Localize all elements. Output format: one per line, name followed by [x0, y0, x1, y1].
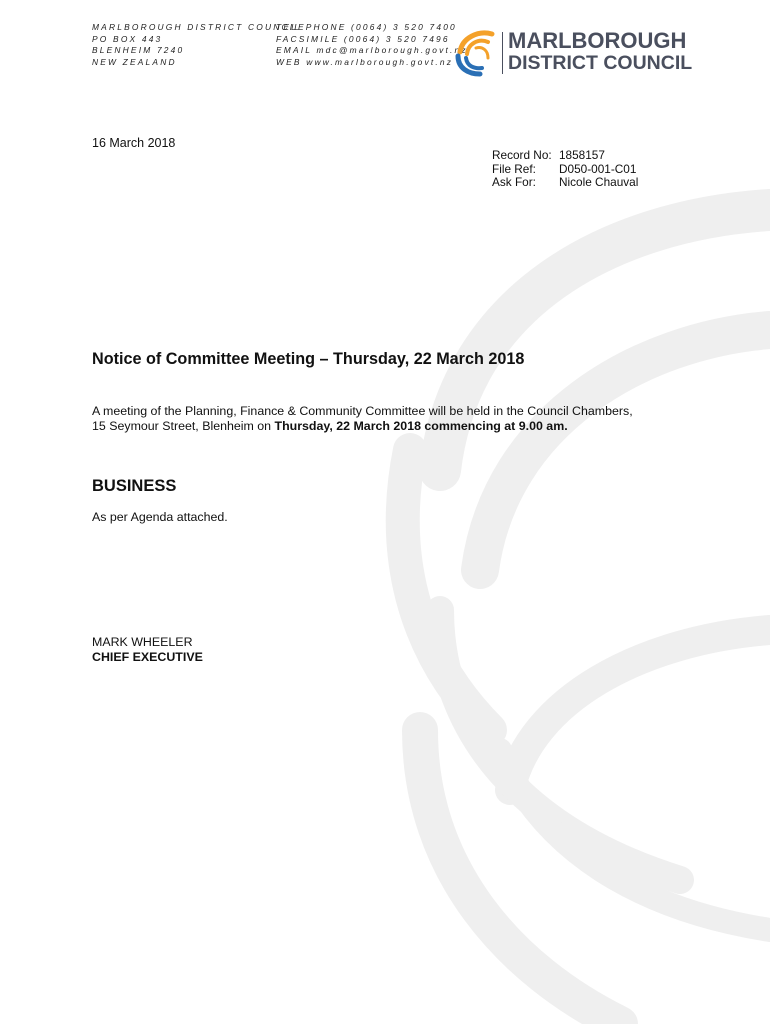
swirl-logo-icon	[452, 26, 500, 78]
record-label: Ask For:	[492, 175, 536, 189]
logo-wordmark	[508, 30, 692, 74]
logo-line2: DISTRICT COUNCIL	[508, 52, 693, 74]
section-heading: BUSINESS	[92, 477, 177, 495]
record-value: 1858157	[559, 148, 605, 162]
logo-divider	[502, 32, 503, 74]
contact-line: EMAIL mdc@marlborough.govt.nz	[276, 45, 468, 56]
paragraph-line	[92, 419, 692, 434]
swirl-watermark-icon	[380, 170, 770, 1024]
signatory-role: CHIEF EXECUTIVE	[92, 650, 203, 664]
address-line: NEW ZEALAND	[92, 56, 177, 67]
agenda-note: As per Agenda attached.	[92, 510, 228, 524]
record-label: File Ref:	[492, 161, 536, 176]
letter-date: 16 March 2018	[92, 136, 176, 150]
record-row	[492, 176, 638, 190]
logo-line1: MARLBOROUGH	[508, 28, 687, 53]
record-value: D050-001-C01	[559, 161, 637, 176]
contact-line: FACSIMILE (0064) 3 520 7496	[276, 33, 450, 44]
record-value: Nicole Chauval	[559, 175, 639, 189]
signatory-name: MARK WHEELER	[92, 635, 193, 649]
meeting-paragraph	[92, 404, 692, 434]
address-line: BLENHEIM 7240	[92, 45, 185, 56]
meeting-time: Thursday, 22 March 2018 commencing at 9.00 am.	[274, 419, 568, 433]
record-row	[492, 163, 638, 177]
paragraph-text: 15 Seymour Street, Blenheim on	[92, 419, 275, 433]
address-line: PO BOX 443	[92, 33, 163, 44]
council-address	[92, 22, 301, 68]
address-line: MARLBOROUGH DISTRICT COUNCIL	[92, 22, 302, 32]
record-row	[492, 149, 638, 163]
council-contact	[276, 22, 468, 68]
record-label: Record No:	[492, 148, 552, 162]
notice-title: Notice of Committee Meeting – Thursday, 22 March 2018	[92, 350, 525, 368]
paragraph-line: A meeting of the Planning, Finance & Community Committee will be held in the Council Chambers,	[92, 404, 633, 418]
contact-line: WEB www.marlborough.govt.nz	[276, 56, 454, 67]
contact-line: TELEPHONE (0064) 3 520 7400	[276, 22, 457, 32]
signature-block	[92, 635, 203, 665]
record-info	[492, 149, 638, 190]
